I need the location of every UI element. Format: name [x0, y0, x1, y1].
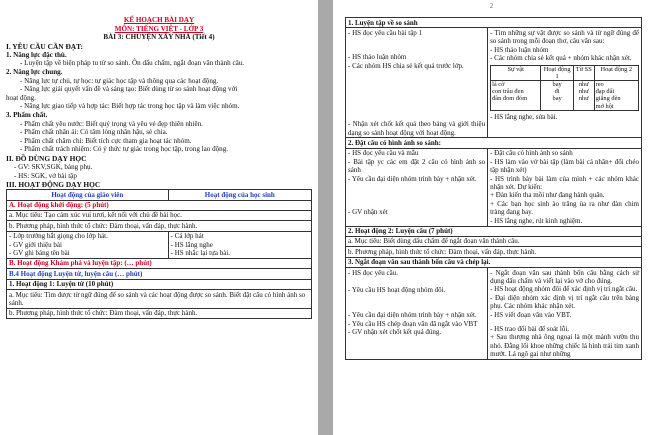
student-step: - Ngắt đoạn văn sau thành bốn câu bằng cách sử dụng dấu chấm và viết lại vào vở cho đúng.: [490, 268, 639, 286]
materials-line: - GV: SKV,SGK, bảng phụ.: [14, 162, 93, 171]
quality-line: - Phẩm chất yêu nước: Biết quý trọng và yêu vẻ đẹp thiên nhiên.: [20, 119, 203, 128]
student-step: - Đại diện nhóm xác định vị trí ngắt câu trên bảng phụ. Các nhóm khác nhận xét.: [490, 293, 639, 311]
activity-a-aim: a. Mục tiêu: Tạo cảm xúc vui tươi, kết nối với chủ đề bài học.: [7, 210, 312, 220]
teacher-step: - HS đọc yêu cầu bài tập 1: [348, 28, 423, 37]
teacher-step: - Lớp trưởng bắt giọng cho lớp hát.: [9, 232, 108, 241]
subsection-qualities: 3. Phẩm chất.: [6, 110, 48, 119]
activities-table-continued: [345, 17, 642, 360]
comparison-header: Hoạt động 2: [594, 65, 638, 80]
document-page-2: [333, 0, 650, 435]
exercise-1-teacher-cell: [346, 28, 488, 138]
student-step: - HS nhắc lại tựa bài.: [170, 249, 231, 258]
teacher-step: - Nhận xét chốt kết quả theo bảng và giới thiệu dạng so sánh hoạt động với hoạt động.: [348, 120, 486, 137]
student-step: + Các bạn học sinh ào trăng ùa ra như đàn chim tràng đang bay.: [490, 199, 639, 217]
activities-table: [6, 189, 312, 319]
general-line: - Năng lực tự chủ, tự học: tự giác học tập và thông qua các hoạt động.: [20, 76, 219, 85]
student-step: - HS hoạt động nhóm đôi để xác định vị trí ngắt câu.: [490, 285, 638, 294]
student-step: - HS làm vào vở bài tập (làm bài cá nhân+ đổi chéo tập nhận xét): [490, 157, 639, 175]
comparison-cell: reo đạp đất giăng đèn mở hội: [594, 80, 638, 110]
student-step: - HS trình bày bài làm của mình + các nhóm khác nhận xét. Dự kiến:: [490, 174, 639, 191]
activity-1-heading: 1. Hoạt động 1: Luyện từ (10 phút): [7, 279, 312, 289]
lesson-plan-title: KẾ HOẠCH BÀI DẠY: [123, 16, 195, 24]
teacher-step: - Yêu cầu đại diện nhóm trình bày + nhận xét.: [348, 311, 477, 320]
exercise-2-teacher-cell: [346, 148, 488, 226]
student-step: - Cả lớp hát: [170, 232, 204, 241]
activity-a-student-cell: [168, 231, 311, 258]
activity-b-heading: B. Hoạt động Khám phá và luyện tập: (… phút): [7, 258, 312, 268]
student-step: - HS viết đoạn văn vào VBT.: [490, 310, 572, 319]
exercise-3-teacher-cell: [346, 268, 488, 360]
teacher-step: - Yêu cầu HS hoạt động nhóm đôi.: [348, 286, 446, 295]
student-step: - HS thảo luận nhóm: [490, 45, 549, 54]
student-step: - Đặt câu có hình ảnh so sánh: [490, 149, 573, 158]
activity-1-aim: a. Mục tiêu: Tìm được từ ngữ đúng để so sánh và các hoạt động được so sánh. Biết đặt câu có hình ảnh so sánh.: [7, 290, 312, 309]
student-step: - HS lắng nghe: [170, 240, 213, 249]
lesson-title: BÀI 3: CHUYỆN XÂY NHÀ (Tiết 4): [103, 33, 215, 42]
quality-line: - Phẩm chất nhân ái: Có tâm lòng nhân hậu, sẻ chia.: [20, 128, 168, 137]
comparison-header: Từ SS: [573, 65, 594, 80]
general-line: - Năng lực giao tiếp và hợp tác: Biết hợp tác trong học tập và làm việc nhóm.: [20, 102, 240, 111]
comparison-table: [490, 65, 639, 111]
exercise-1-heading: 1. Luyện tập về so sánh: [346, 18, 642, 28]
comparison-cell: lá cờ con trâu đen đàn đom đóm: [491, 80, 541, 110]
activity-a-heading: A. Hoạt động khởi động: (5 phút): [7, 200, 312, 210]
quality-line: - Phẩm chất trách nhiệm: Có ý thức tự giác trong học tập, trong lao động.: [20, 145, 229, 154]
comparison-header: Sự vật: [491, 65, 541, 80]
activity-2-aim: a. Mục tiêu: Biết dùng dấu chấm để ngắt đoạn văn thành câu.: [346, 236, 642, 246]
teacher-step: - GV ghi bảng tên bài: [9, 249, 70, 258]
activity-2-heading: 2. Hoạt động 2: Luyện câu (7 phút): [346, 226, 642, 236]
subject-line: MÔN: TIẾNG VIỆT - LỚP 3: [114, 24, 204, 33]
teacher-step: - GV nhận xét: [348, 207, 388, 216]
activity-1-method: b. Phương pháp, hình thức tổ chức: Đàm thoại, vấn đáp, thực hành.: [7, 308, 312, 318]
document-page-1: [0, 0, 318, 435]
teacher-step: - HS thảo luận nhóm: [348, 53, 407, 62]
activity-2-method: b. Phương pháp, hình thức tổ chức: Đàm thoại, vấn đáp, thực hành.: [346, 247, 642, 257]
teacher-step: - HS đọc yêu cầu.: [348, 268, 398, 277]
teacher-step: - Yêu cầu HS chép đoạn văn đã ngắt vào VBT: [348, 319, 478, 328]
section-requirements: I. YÊU CẦU CẦN ĐẠT:: [6, 41, 83, 51]
exercise-2-student-cell: [488, 148, 642, 226]
teacher-step: - Các nhóm HS chia sẻ kết quả trước lớp.: [348, 61, 464, 70]
section-materials: II. ĐỒ DÙNG DẠY HỌC: [6, 153, 87, 163]
teacher-step: - HS đọc yêu cầu và mẫu: [348, 149, 419, 158]
specific-line: - Luyện tập về biện pháp tu từ so sánh. Ôn dấu chấm, ngắt đoạn văn thành câu.: [20, 59, 245, 68]
teacher-step: - GV nhận xét chốt kết quả đúng.: [348, 328, 442, 337]
exercise-2-heading: 2. Đặt câu có hình ảnh so sánh:: [346, 138, 642, 148]
exercise-3-heading: 3. Ngắt đoạn văn sau thành bốn câu và chép lại.: [346, 257, 642, 267]
column-header-teacher: Hoạt động của giáo viên: [7, 190, 169, 200]
student-step: - Các nhóm chia sẻ kết quả + nhóm khác nhận xét.: [490, 54, 632, 63]
activity-b4-heading: B.4 Hoạt động Luyện từ, luyện câu (… phút): [7, 269, 312, 279]
section-activities: III. HOẠT ĐỘNG DẠY HỌC: [6, 180, 101, 190]
activity-a-method: b. Phương pháp, hình thức tổ chức: Đàm thoại, vấn đáp, thực hành.: [7, 221, 312, 231]
page-number: 2: [489, 2, 494, 10]
student-step: - HS trao đổi bài để soát lỗi.: [490, 325, 570, 334]
student-step: - Tìm những sự vật được so sánh và từ ngữ đúng để so sánh trong mỗi đoạn thơ, câu văn sau:: [490, 28, 639, 46]
comparison-cell: bay đi bay: [541, 80, 574, 110]
activity-a-teacher-cell: [7, 231, 169, 258]
student-step: - HS lắng nghe, rút kinh nghiệm.: [490, 216, 583, 225]
comparison-header: Hoạt động 1: [541, 65, 574, 80]
quality-line: - Phẩm chất chăm chỉ: Biết tích cực tham gia hoạt tác nhóm.: [20, 136, 192, 145]
student-step: + Sau thượng nhà ông ngoại là một mảnh vườn thu nhỏ. Đằng lối khoe những chiếc lá hình trái tim xanh mướt. Lá ngô gai như những: [490, 333, 639, 359]
teacher-step: - Bài tập yc các em đặt 2 câu có hình ảnh so sánh: [348, 157, 486, 175]
subsection-general: 2. Năng lực chung.: [6, 67, 63, 76]
student-step: - HS lắng nghe, sửa bài.: [490, 112, 558, 121]
student-step: + Đàn kiến tha mồi như đang hành quân.: [490, 191, 605, 200]
materials-line: - HS: SGK, vở bài tập: [14, 171, 77, 180]
exercise-3-student-cell: [488, 268, 642, 360]
column-header-student: Hoạt động của học sinh: [168, 190, 311, 200]
general-line: - Năng lực giải quyết vấn đề và sáng tạo: Biết dùng từ so sánh hoạt động với: [20, 85, 238, 94]
general-line: hoạt động.: [6, 93, 36, 102]
exercise-1-student-cell: [488, 28, 642, 138]
subsection-specific: 1. Năng lực đặc thù.: [6, 50, 67, 59]
comparison-cell: như như như: [573, 80, 594, 110]
teacher-step: - Yêu cầu đại diện nhóm trình bày + nhận xét.: [348, 174, 477, 183]
teacher-step: - GV giới thiệu bài: [9, 240, 62, 249]
